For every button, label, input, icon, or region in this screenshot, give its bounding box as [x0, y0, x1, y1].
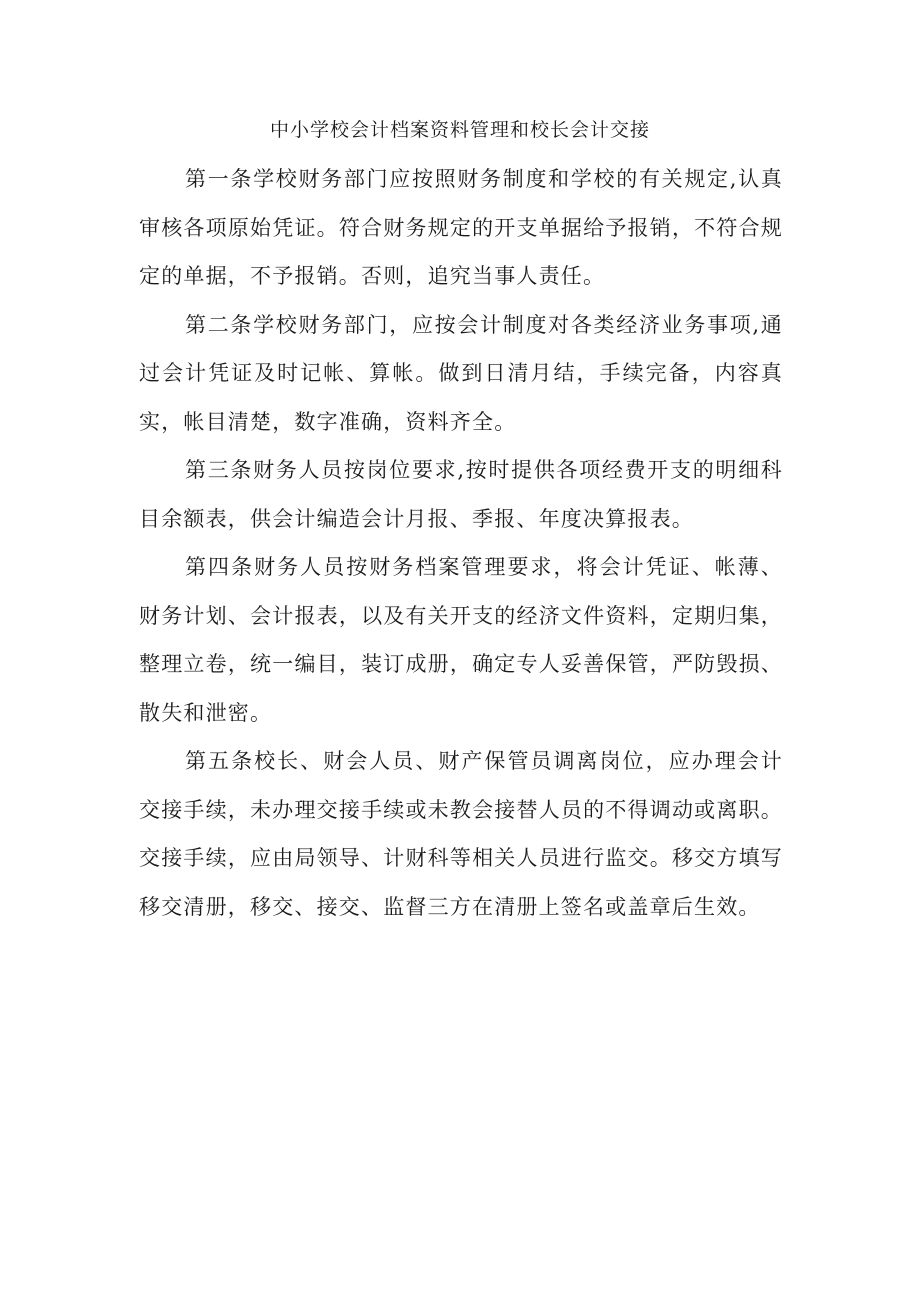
article-2-paragraph: 第二条学校财务部门，应按会计制度对各类经济业务事项,通过会计凭证及时记帐、算帐。做到日清月结，手续完备，内容真实，帐目清楚，数字准确，资料齐全。: [139, 312, 783, 434]
article-3-paragraph: 第三条财务人员按岗位要求,按时提供各项经费开支的明细科目余额表，供会计编造会计月报、季报、年度决算报表。: [139, 458, 783, 531]
document-body: [139, 155, 783, 931]
article-1-paragraph: 第一条学校财务部门应按照财务制度和学校的有关规定,认真审核各项原始凭证。符合财务规定的开支单据给予报销，不符合规定的单据，不予报销。否则，追究当事人责任。: [139, 167, 783, 288]
article-5-paragraph: 第五条校长、财会人员、财产保管员调离岗位，应办理会计交接手续，未办理交接手续或未教会接替人员的不得调动或离职。交接手续，应由局领导、计财科等相关人员进行监交。移交方填写移交清册，移交、接交、监督三方在清册上签名或盖章后生效。: [139, 749, 783, 919]
document-title: 中小学校会计档案资料管理和校长会计交接: [269, 119, 650, 141]
article-4-paragraph: 第四条财务人员按财务档案管理要求，将会计凭证、帐薄、财务计划、会计报表，以及有关开支的经济文件资料，定期归集，整理立卷，统一编目，装订成册，确定专人妥善保管，严防毁损、散失和泄密。: [139, 555, 783, 725]
